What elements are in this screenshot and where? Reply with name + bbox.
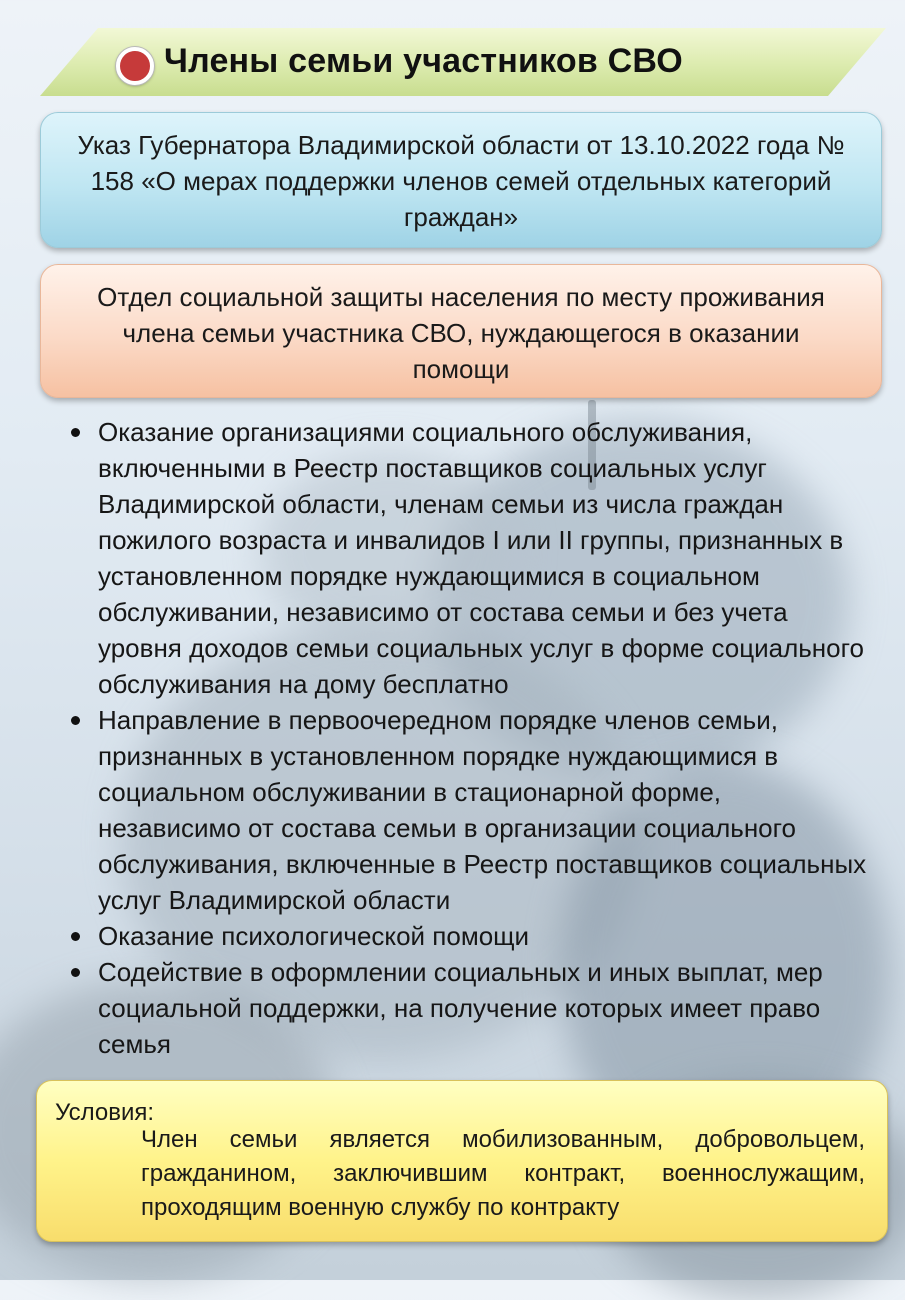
conditions-box: [36, 1080, 888, 1242]
conditions-text: Член семьи является мобилизованным, добровольцем, гражданином, заключившим контракт, военнослужащим, проходящим военную службу по контракту: [141, 1126, 865, 1221]
bullet-dot-icon: [71, 716, 80, 725]
list-item-text: Направление в первоочередном порядке членов семьи, признанных в установленном порядке нуждающимися в социальном обслуживании в стационарной форме, независимо от состава семьи в организации социального обслуживания, включенные в Реестр поставщиков социальных услуг Владимирской области: [98, 705, 867, 915]
bullet-circle-icon: [116, 47, 154, 85]
list-item: [70, 918, 870, 954]
list-item: [70, 702, 870, 918]
bullet-dot-icon: [71, 968, 80, 977]
bullet-dot-icon: [71, 428, 80, 437]
list-item-text: Оказание психологической помощи: [98, 921, 530, 951]
bullet-dot-icon: [71, 932, 80, 941]
measures-list: [70, 414, 870, 1062]
decree-text: Указ Губернатора Владимирской области от 13.10.2022 года № 158 «О мерах поддержки членов семей отдельных категорий граждан»: [77, 130, 845, 232]
list-item: [70, 414, 870, 702]
list-item-text: Содействие в оформлении социальных и иных выплат, мер социальной поддержки, на получение которых имеет право семья: [98, 957, 823, 1059]
department-text: Отдел социальной защиты населения по месту проживания члена семьи участника СВО, нуждающегося в оказании помощи: [97, 282, 825, 384]
list-item: [70, 954, 870, 1062]
department-box: [40, 264, 882, 398]
conditions-label: Условия:: [55, 1099, 155, 1126]
decree-box: [40, 112, 882, 248]
page-title: Члены семьи участников СВО: [164, 42, 683, 80]
list-item-text: Оказание организациями социального обслуживания, включенными в Реестр поставщиков социальных услуг Владимирской области, членам семьи из числа граждан пожилого возраста и инвалидов I или II группы, признанных в установленном порядке нуждающимися в социальном обслуживании, независимо от состава семьи и без учета уровня доходов семьи социальных услуг в форме социального обслуживания на дому бесплатно: [98, 417, 864, 699]
